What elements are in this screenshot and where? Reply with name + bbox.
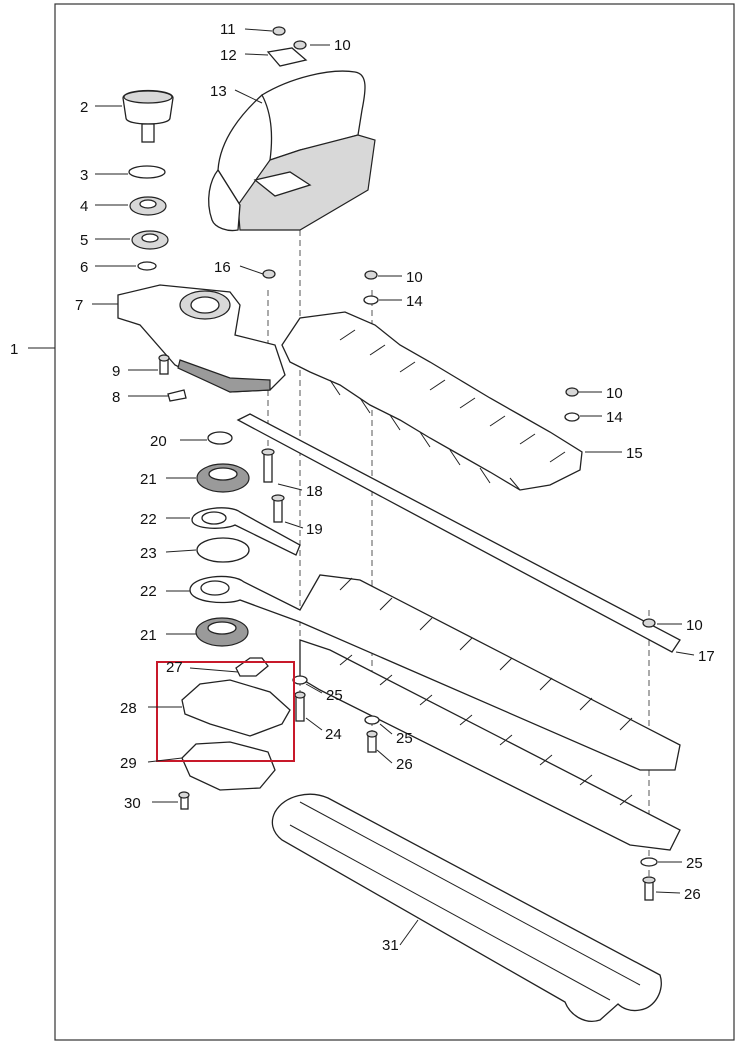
callout-21a: 21	[140, 471, 157, 488]
callout-22a: 22	[140, 511, 157, 528]
callout-29: 29	[120, 755, 137, 772]
part-washer-14a	[364, 296, 378, 304]
part-circlip	[129, 166, 165, 178]
callout-26a: 26	[396, 756, 413, 773]
part-bearing-5	[132, 231, 168, 249]
callout-20: 20	[150, 433, 167, 450]
part-plate-23	[197, 538, 249, 562]
part-screw-30	[179, 792, 189, 809]
part-washer-25b	[365, 716, 379, 724]
part-nut-11	[273, 27, 285, 35]
part-washer-20	[208, 432, 232, 444]
callout-26b: 26	[684, 886, 701, 903]
callout-18: 18	[306, 483, 323, 500]
part-gear-housing	[118, 285, 285, 392]
callout-23: 23	[140, 545, 157, 562]
callout-8: 8	[112, 389, 121, 406]
callout-25c: 25	[686, 855, 703, 872]
callout-14b: 14	[606, 409, 623, 426]
part-nut-10a	[294, 41, 306, 49]
part-bolt-26b	[643, 877, 655, 900]
callout-25a: 25	[326, 687, 343, 704]
callout-27: 27	[166, 659, 183, 676]
callout-15: 15	[626, 445, 643, 462]
callout-4: 4	[80, 198, 89, 215]
part-nipple-8	[168, 390, 186, 401]
callout-30: 30	[124, 795, 141, 812]
part-washer-25c	[641, 858, 657, 866]
callout-14a: 14	[406, 293, 423, 310]
callout-25b: 25	[396, 730, 413, 747]
callout-16: 16	[214, 259, 231, 276]
part-plate-12	[268, 48, 306, 66]
part-clip-27	[236, 658, 268, 676]
callout-2: 2	[80, 99, 89, 116]
part-ring	[138, 262, 156, 270]
callout-24: 24	[325, 726, 342, 743]
callout-3: 3	[80, 167, 89, 184]
part-gasket-29	[182, 742, 275, 790]
part-bolt-18	[262, 449, 274, 482]
callout-10d: 10	[686, 617, 703, 634]
callout-9: 9	[112, 363, 121, 380]
callout-17: 17	[698, 648, 715, 665]
part-knob	[123, 91, 173, 143]
part-nut-10d	[643, 619, 655, 627]
callout-12: 12	[220, 47, 237, 64]
part-cover-28	[182, 680, 290, 736]
callout-13: 13	[210, 83, 227, 100]
part-gear-21b	[196, 618, 248, 646]
part-bolt-26a	[367, 731, 377, 752]
callout-19: 19	[306, 521, 323, 538]
part-screw-9	[159, 355, 169, 374]
callout-21b: 21	[140, 627, 157, 644]
callout-10a: 10	[334, 37, 351, 54]
callout-11: 11	[220, 21, 236, 38]
callout-22b: 22	[140, 583, 157, 600]
part-nut-10c	[566, 388, 578, 396]
part-washer-14b	[565, 413, 579, 421]
callout-28: 28	[120, 700, 137, 717]
callout-1: 1	[10, 341, 19, 358]
part-gear-21a	[197, 464, 249, 492]
part-nut-10b	[365, 271, 377, 279]
part-handle	[209, 71, 375, 230]
part-bolt-24	[295, 692, 305, 721]
part-washer-25a	[293, 676, 307, 684]
part-nut-16	[263, 270, 275, 278]
callout-31: 31	[382, 937, 399, 954]
callout-5: 5	[80, 232, 89, 249]
callout-10c: 10	[606, 385, 623, 402]
callout-10b: 10	[406, 269, 423, 286]
callout-7: 7	[75, 297, 84, 314]
part-bolt-19	[272, 495, 284, 522]
callout-6: 6	[80, 259, 89, 276]
part-bearing-4	[130, 197, 166, 215]
